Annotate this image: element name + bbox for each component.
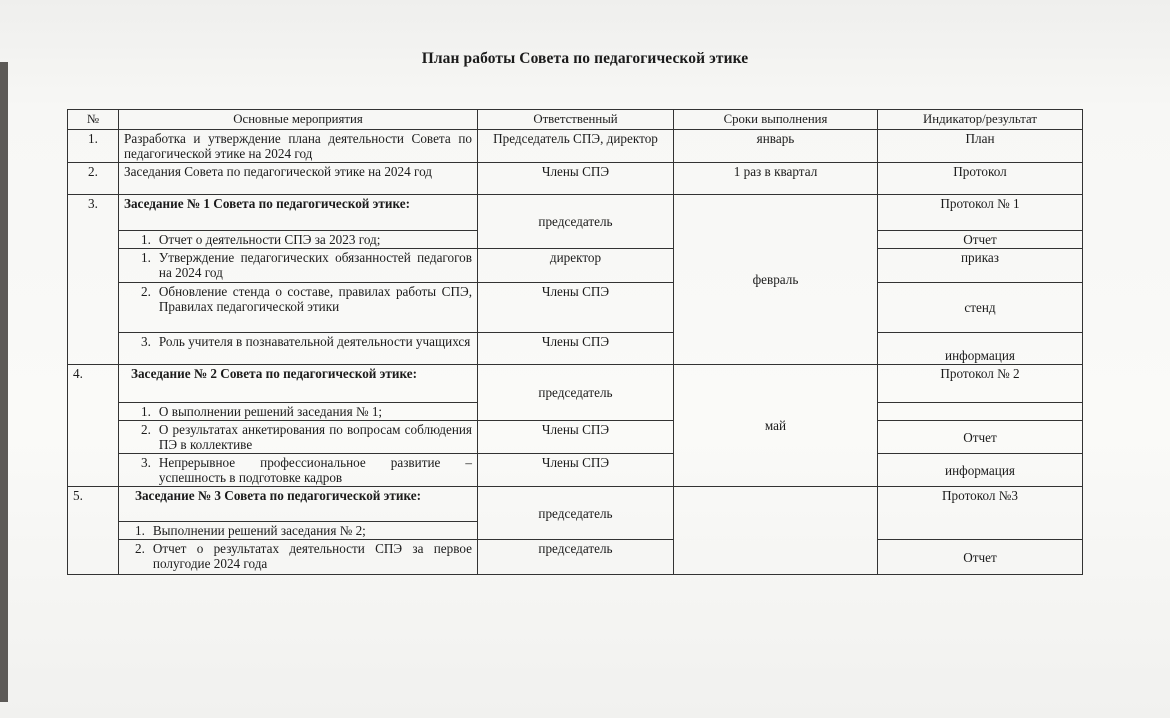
table-row xyxy=(68,130,1083,163)
responsible-cell: Члены СПЭ xyxy=(478,283,674,333)
item-number: 2. xyxy=(135,541,145,556)
row-number: 4. xyxy=(68,365,119,487)
item-number: 3. xyxy=(141,334,151,349)
deadline-cell: 1 раз в квартал xyxy=(674,163,878,195)
item-number: 1. xyxy=(141,232,151,247)
result-cell: стенд xyxy=(878,283,1083,333)
table-row xyxy=(68,195,1083,231)
item-text: Отчет о деятельности СПЭ за 2023 год; xyxy=(158,232,381,247)
item-text: Отчет о результатах деятельности СПЭ за первое полугодие 2024 года xyxy=(152,541,472,571)
item-number: 2. xyxy=(141,284,151,299)
header-result: Индикатор/результат xyxy=(878,110,1083,130)
result-cell: Протокол № 1 xyxy=(878,195,1083,231)
responsible-cell: председатель xyxy=(478,365,674,421)
activity-cell: Разработка и утверждение плана деятельности Совета по педагогической этике на 2024 год xyxy=(119,130,478,163)
item-text: Непрерывное профессиональное развитие – успешность в подготовке кадров xyxy=(158,455,472,485)
agenda-item xyxy=(119,522,478,540)
header-responsible: Ответственный xyxy=(478,110,674,130)
result-cell: Отчет xyxy=(878,540,1083,575)
meeting-heading: Заседание № 3 Совета по педагогической этике: xyxy=(119,487,478,522)
responsible-cell: председатель xyxy=(478,195,674,249)
item-text: Выполнении решений заседания № 2; xyxy=(152,523,366,538)
responsible-cell: Члены СПЭ xyxy=(478,333,674,365)
page-title: План работы Совета по педагогической этике xyxy=(421,50,749,67)
item-number: 1. xyxy=(141,250,151,265)
item-text: Роль учителя в познавательной деятельности учащихся xyxy=(158,334,471,349)
table-row xyxy=(68,283,1083,333)
item-text: Утверждение педагогических обязанностей педагогов на 2024 год xyxy=(158,250,472,280)
table-row xyxy=(68,249,1083,283)
result-cell: информация xyxy=(878,454,1083,487)
item-number: 2. xyxy=(141,422,151,437)
row-number: 3. xyxy=(68,195,119,365)
header-number: № xyxy=(68,110,119,130)
responsible-cell: директор xyxy=(478,249,674,283)
table-row xyxy=(68,333,1083,365)
table-header-row xyxy=(68,110,1083,130)
result-cell-empty xyxy=(878,403,1083,421)
deadline-cell-empty xyxy=(674,487,878,575)
agenda-item xyxy=(119,421,478,454)
responsible-cell: председатель xyxy=(478,487,674,540)
deadline-cell: февраль xyxy=(674,195,878,365)
item-text: Обновление стенда о составе, правилах работы СПЭ, Правилах педагогической этики xyxy=(158,284,472,314)
row-number: 2. xyxy=(68,163,119,195)
responsible-cell: председатель xyxy=(478,540,674,575)
row-number: 5. xyxy=(68,487,119,575)
table-row xyxy=(68,421,1083,454)
activity-cell: Заседания Совета по педагогической этике на 2024 год xyxy=(119,163,478,195)
result-cell: Протокол № 2 xyxy=(878,365,1083,403)
agenda-item xyxy=(119,249,478,283)
responsible-cell: Члены СПЭ xyxy=(478,421,674,454)
header-activities: Основные мероприятия xyxy=(119,110,478,130)
result-cell: Протокол №3 xyxy=(878,487,1083,540)
responsible-cell: Члены СПЭ xyxy=(478,454,674,487)
result-cell: информация xyxy=(878,333,1083,365)
table-row xyxy=(68,540,1083,575)
header-deadline: Сроки выполнения xyxy=(674,110,878,130)
table-row xyxy=(68,163,1083,195)
responsible-cell: Члены СПЭ xyxy=(478,163,674,195)
result-cell: Отчет xyxy=(878,231,1083,249)
result-cell: Отчет xyxy=(878,421,1083,454)
responsible-cell: Председатель СПЭ, директор xyxy=(478,130,674,163)
table-row xyxy=(68,365,1083,403)
meeting-heading: Заседание № 1 Совета по педагогической этике: xyxy=(119,195,478,231)
meeting-heading: Заседание № 2 Совета по педагогической этике: xyxy=(119,365,478,403)
deadline-cell: январь xyxy=(674,130,878,163)
result-cell: Протокол xyxy=(878,163,1083,195)
agenda-item xyxy=(119,333,478,365)
agenda-item xyxy=(119,403,478,421)
item-number: 3. xyxy=(141,455,151,470)
item-number: 1. xyxy=(141,404,151,419)
agenda-item xyxy=(119,283,478,333)
agenda-item xyxy=(119,454,478,487)
work-plan-table xyxy=(67,109,1083,575)
result-cell: План xyxy=(878,130,1083,163)
agenda-item xyxy=(119,231,478,249)
table-row xyxy=(68,487,1083,522)
scan-edge-shadow xyxy=(0,62,8,702)
table-row xyxy=(68,454,1083,487)
item-text: О результатах анкетирования по вопросам соблюдения ПЭ в коллективе xyxy=(158,422,472,452)
item-number: 1. xyxy=(135,523,145,538)
result-cell: приказ xyxy=(878,249,1083,283)
deadline-cell: май xyxy=(674,365,878,487)
item-text: О выполнении решений заседания № 1; xyxy=(158,404,383,419)
agenda-item xyxy=(119,540,478,575)
row-number: 1. xyxy=(68,130,119,163)
